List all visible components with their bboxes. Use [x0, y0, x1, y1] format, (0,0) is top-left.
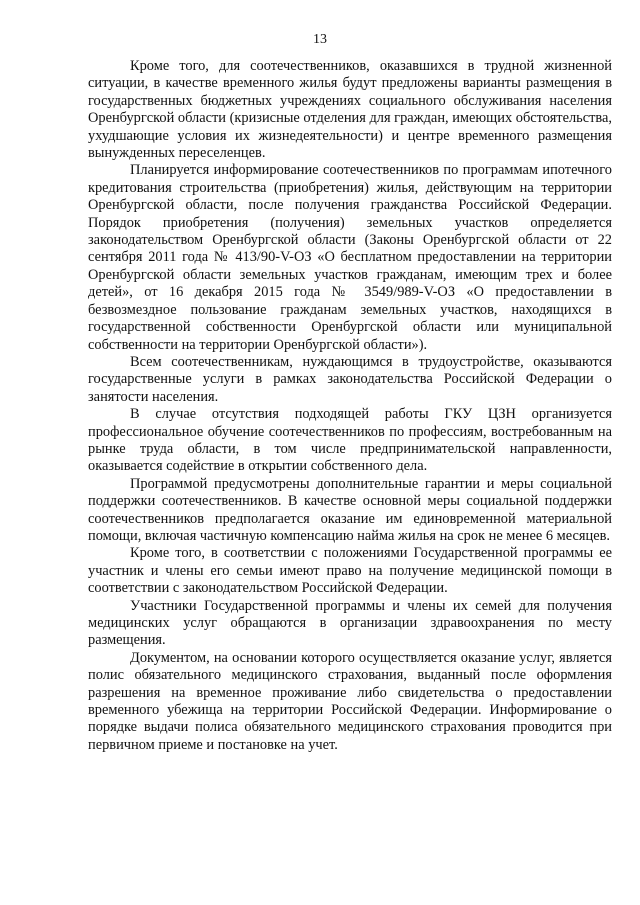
paragraph-mortgage-land: Планируется информирование соотечественников по программам ипотечного кредитования строительства (приобретения) жилья, действующим на территории Оренбургской области, после получения гражданства Российской Федерации. Порядок приобретения (получения) земельных участков определяется законодательством Оренбургской области (Законы Оренбургской области от 22 сентября 2011 года № 413/90-V-ОЗ «О бесплатном предоставлении на территории Оренбургской области земельных участков гражданам, имеющим трех и более детей», от 16 декабря 2015 года № 3549/989-V-ОЗ «О предоставлении в безвозмездное пользование гражданам земельных участков, находящихся в государственной собственности Оренбургской области или муниципальной собственности на территории Оренбургской области»). [88, 162, 612, 353]
document-body [88, 58, 612, 754]
paragraph-insurance-policy: Документом, на основании которого осуществляется оказание услуг, является полис обязательного медицинского страхования, выданный после оформления разрешения на временное проживание либо свидетельства о предоставлении временного убежища на территории Российской Федерации. Информирование о порядке выдачи полиса обязательного медицинского страхования проводится при первичном приеме и постановке на учет. [88, 649, 612, 753]
page-number: 13 [313, 32, 327, 47]
paragraph-employment-services: Всем соотечественникам, нуждающимся в трудоустройстве, оказываются государственные услуги в рамках законодательства Российской Федерации о занятости населения. [88, 353, 612, 405]
paragraph-vocational-training: В случае отсутствия подходящей работы ГКУ ЦЗН организуется профессиональное обучение соотечественников по профессиям, востребованным на рынке труда области, в том числе предпринимательской направленности, оказывается содействие в открытии собственного дела. [88, 406, 612, 475]
paragraph-housing-options: Кроме того, для соотечественников, оказавшихся в трудной жизненной ситуации, в качестве временного жилья будут предложены варианты размещения в государственных бюджетных учреждениях социального обслуживания населения Оренбургской области (кризисные отделения для граждан, имеющих обстоятельства, ухудшающие условия их жизнедеятельности) и центре временного размещения вынужденных переселенцев. [88, 58, 612, 162]
paragraph-medical-right: Кроме того, в соответствии с положениями Государственной программы ее участник и члены его семьи имеют право на получение медицинской помощи в соответствии с законодательством Российской Федерации. [88, 545, 612, 597]
paragraph-social-support: Программой предусмотрены дополнительные гарантии и меры социальной поддержки соотечественников. В качестве основной меры социальной поддержки соотечественников предполагается оказание им единовременной материальной помощи, включая частичную компенсацию найма жилья на срок не менее 6 месяцев. [88, 475, 612, 544]
paragraph-medical-organizations: Участники Государственной программы и члены их семей для получения медицинских услуг обращаются в организации здравоохранения по месту размещения. [88, 597, 612, 649]
